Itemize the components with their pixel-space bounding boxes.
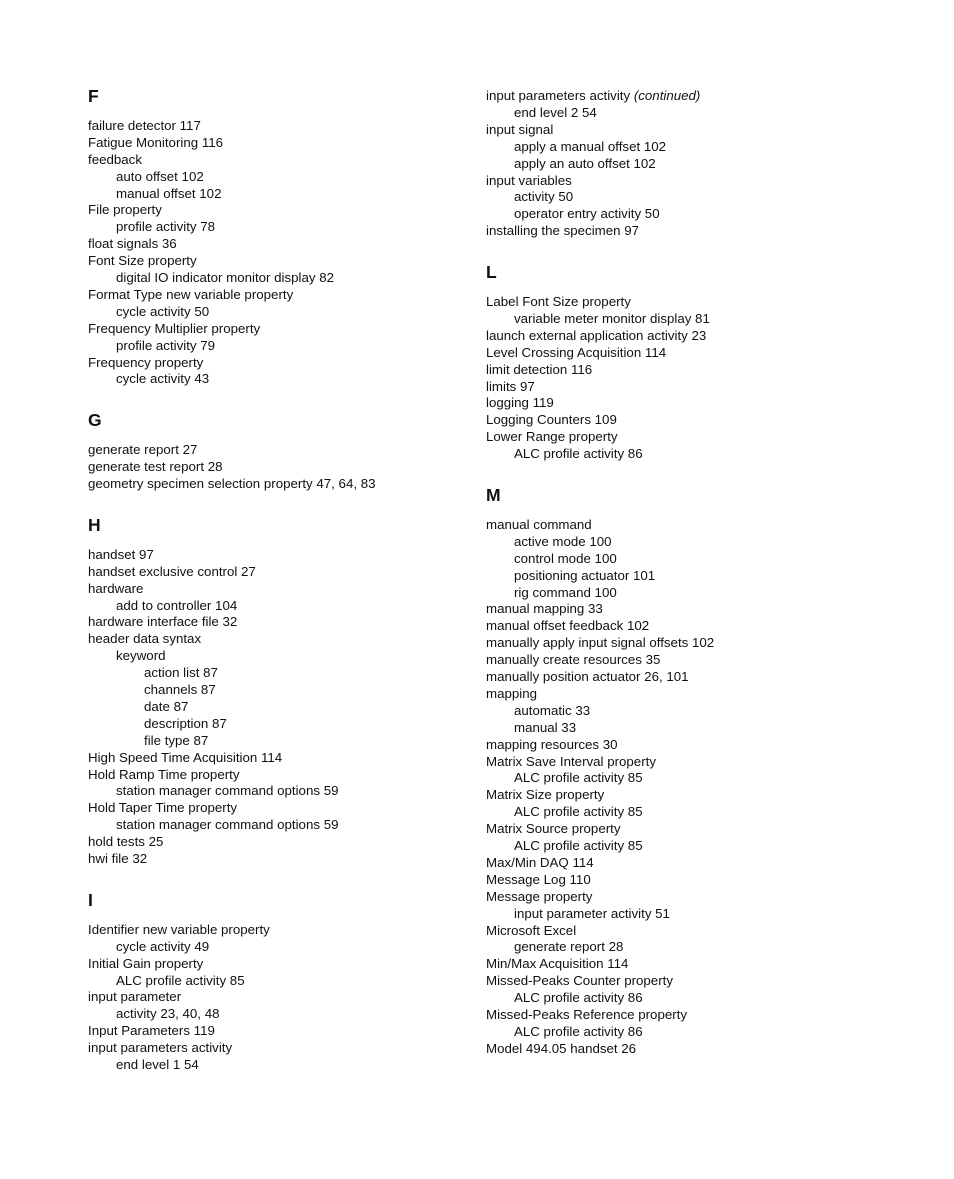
- index-entry-text: input parameter: [88, 989, 182, 1005]
- index-entry-text: Min/Max Acquisition 114: [486, 956, 629, 972]
- index-entry: [88, 287, 293, 303]
- index-entry-text: hardware interface file 32: [88, 614, 238, 630]
- index-entry-text: hwi file 32: [88, 851, 148, 866]
- index-entry-text: float signals 36: [88, 236, 177, 252]
- index-entry-text: Input Parameters 119: [88, 1023, 215, 1039]
- index-entry-text: limit detection 116: [486, 361, 593, 377]
- index-entry: [486, 737, 618, 753]
- index-entry-text: Initial Gain property: [88, 955, 204, 971]
- index-entry-text: channels 87: [144, 682, 216, 697]
- index-entry: [486, 973, 673, 989]
- index-entry-text: header data syntax: [88, 631, 202, 647]
- index-entry-text: launch external application activity 23: [486, 327, 707, 343]
- index-entry-text: profile activity 79: [116, 337, 216, 353]
- index-entry: [486, 821, 621, 837]
- index-entry-text: positioning actuator 101: [514, 567, 656, 583]
- index-entry-text: Max/Min DAQ 114: [486, 854, 594, 870]
- index-entry-text: generate report 27: [88, 442, 198, 458]
- index-entry-text: active mode 100: [514, 533, 612, 549]
- index-entry: [88, 956, 203, 972]
- index-entry-text: Matrix Save Interval property: [486, 753, 656, 769]
- index-entry-text: cycle activity 43: [116, 371, 210, 387]
- index-entry: [486, 122, 553, 138]
- index-entry-text: Frequency Multiplier property: [88, 320, 261, 336]
- index-entry: [486, 669, 689, 685]
- index-entry-text: input parameter activity 51: [514, 905, 670, 921]
- index-subentry: [514, 568, 655, 584]
- index-subentry: [514, 446, 643, 462]
- index-entry-text: file type 87: [144, 732, 209, 748]
- index-entry: [486, 173, 572, 189]
- index-section-heading: M: [486, 485, 501, 505]
- index-entry: [88, 1023, 215, 1039]
- index-entry: [486, 412, 617, 428]
- index-entry-text: Hold Taper Time property: [88, 800, 238, 816]
- index-entry-text: ALC profile activity 86: [514, 990, 643, 1006]
- index-entry-text: date 87: [144, 698, 189, 714]
- index-entry: [88, 355, 203, 371]
- index-entry: [486, 956, 628, 972]
- index-entry-text: description 87: [144, 715, 227, 731]
- index-subentry: [514, 804, 643, 820]
- index-entry-text: apply an auto offset 102: [514, 155, 656, 171]
- index-entry-text: input variables: [486, 172, 572, 188]
- index-entry-text: geometry specimen selection property 47, 64, 83: [88, 476, 376, 491]
- index-entry-text: Label Font Size property: [486, 294, 631, 309]
- index-entry: [486, 652, 660, 668]
- index-section-heading: I: [88, 889, 93, 910]
- index-entry: [88, 253, 197, 269]
- index-entry: [88, 922, 270, 938]
- index-entry-text: manually position actuator 26, 101: [486, 669, 689, 684]
- index-entry-text: Logging Counters 109: [486, 412, 617, 428]
- index-entry-text: digital IO indicator monitor display 82: [116, 270, 335, 285]
- index-entry: [88, 459, 223, 475]
- index-entry-text: limits 97: [486, 378, 535, 394]
- index-entry-text: Matrix Source property: [486, 821, 621, 837]
- index-entry-text: Identifier new variable property: [88, 921, 270, 937]
- index-subentry: [116, 304, 209, 320]
- index-subentry: [514, 206, 660, 222]
- index-entry: [88, 750, 282, 766]
- index-subentry: [514, 105, 597, 121]
- index-subentry: [514, 939, 623, 955]
- index-entry-text: activity 23, 40, 48: [116, 1006, 220, 1022]
- index-entry-text: hardware: [88, 580, 144, 596]
- index-entry-text: apply a manual offset 102: [514, 138, 667, 154]
- index-entry-text: mapping resources 30: [486, 736, 618, 752]
- index-entry: [88, 989, 181, 1005]
- index-section-heading: L: [486, 262, 497, 283]
- index-entry-text: manual command: [486, 516, 592, 532]
- index-entry-text: add to controller 104: [116, 597, 238, 613]
- index-entry-text: hold tests 25: [88, 834, 164, 850]
- index-entry: [486, 1041, 636, 1057]
- index-entry: [486, 223, 639, 239]
- index-subentry: [116, 1006, 219, 1022]
- index-entry: [88, 614, 237, 630]
- index-entry-text: Model 494.05 handset 26: [486, 1040, 637, 1056]
- index-entry-text: keyword: [116, 648, 166, 664]
- index-entry-text: control mode 100: [514, 550, 617, 566]
- index-entry: [486, 345, 666, 361]
- index-subsubentry: [144, 716, 227, 732]
- index-entry: [88, 442, 197, 458]
- index-entry-text: station manager command options 59: [116, 783, 339, 799]
- index-entry: [88, 631, 201, 647]
- index-entry-text: installing the specimen 97: [486, 223, 640, 239]
- index-entry: [88, 135, 223, 151]
- index-entry: [88, 321, 260, 337]
- index-entry-text: manual 33: [514, 719, 577, 735]
- index-section-heading: G: [88, 410, 102, 431]
- index-subentry: [514, 156, 656, 172]
- index-entry-text: failure detector 117: [88, 117, 201, 133]
- index-subentry: [116, 973, 245, 989]
- index-entry-text: generate test report 28: [88, 459, 223, 475]
- index-entry: [88, 767, 240, 783]
- index-entry-text: logging 119: [486, 395, 554, 411]
- index-entry: [486, 517, 592, 533]
- index-subsubentry: [144, 665, 218, 681]
- index-entry-text: Message property: [486, 888, 593, 904]
- index-subentry: [116, 939, 209, 955]
- continued-note: (continued): [633, 88, 701, 103]
- index-entry: [486, 855, 594, 871]
- index-entry-text: input parameters activity: [486, 88, 631, 103]
- index-entry-text: feedback: [88, 151, 142, 167]
- index-subentry: [116, 270, 334, 286]
- index-subentry: [116, 598, 237, 614]
- index-subentry: [514, 906, 670, 922]
- index-entry: [486, 889, 592, 905]
- index-entry: [486, 787, 604, 803]
- index-subentry: [116, 338, 215, 354]
- index-entry-text: cycle activity 50: [116, 303, 210, 319]
- index-entry: [88, 1040, 232, 1056]
- index-entry-text: station manager command options 59: [116, 817, 339, 833]
- index-entry: [486, 88, 700, 104]
- index-entry-text: variable meter monitor display 81: [514, 310, 710, 326]
- index-entry-text: ALC profile activity 86: [514, 446, 643, 462]
- index-subentry: [116, 817, 338, 833]
- index-subentry: [116, 219, 215, 235]
- index-subentry: [514, 1024, 643, 1040]
- index-entry-text: mapping: [486, 685, 538, 701]
- index-entry-text: manual offset 102: [116, 185, 222, 201]
- index-entry-text: ALC profile activity 86: [514, 1023, 643, 1039]
- index-entry: [88, 236, 177, 252]
- index-entry-text: input signal: [486, 121, 554, 137]
- index-subentry: [514, 838, 643, 854]
- index-entry-text: rig command 100: [514, 584, 617, 600]
- index-entry-text: auto offset 102: [116, 168, 204, 184]
- index-entry-text: File property: [88, 202, 162, 218]
- index-entry-text: Microsoft Excel: [486, 922, 577, 938]
- index-entry-text: manually create resources 35: [486, 652, 661, 668]
- index-entry-text: Font Size property: [88, 253, 197, 269]
- index-subentry: [514, 189, 573, 205]
- index-entry-text: ALC profile activity 85: [116, 972, 245, 988]
- index-entry: [486, 362, 592, 378]
- index-subentry: [514, 551, 617, 567]
- index-entry: [88, 564, 256, 580]
- index-subentry: [514, 311, 710, 327]
- index-entry-text: Lower Range property: [486, 429, 618, 445]
- index-entry: [486, 923, 576, 939]
- index-entry: [88, 581, 143, 597]
- index-entry: [486, 754, 656, 770]
- index-entry-text: action list 87: [144, 665, 218, 681]
- index-subentry: [116, 371, 209, 387]
- index-subentry: [116, 169, 204, 185]
- index-entry-text: Frequency property: [88, 354, 204, 370]
- index-entry-text: ALC profile activity 85: [514, 770, 643, 786]
- index-entry: [88, 202, 162, 218]
- index-entry: [486, 294, 631, 310]
- index-entry-text: Level Crossing Acquisition 114: [486, 344, 667, 360]
- index-entry-text: handset 97: [88, 546, 154, 562]
- index-entry-text: end level 1 54: [116, 1057, 199, 1072]
- index-entry-text: input parameters activity: [88, 1040, 233, 1056]
- index-entry: [486, 328, 706, 344]
- index-subentry: [116, 1057, 199, 1073]
- index-entry-text: generate report 28: [514, 939, 624, 955]
- index-entry-text: profile activity 78: [116, 219, 216, 235]
- index-entry-text: end level 2 54: [514, 104, 597, 120]
- index-subsubentry: [144, 699, 188, 715]
- index-entry-text: activity 50: [514, 189, 574, 205]
- index-section-heading: H: [88, 514, 101, 535]
- index-subentry: [116, 648, 166, 664]
- index-subentry: [514, 770, 643, 786]
- index-subentry: [514, 585, 617, 601]
- index-subentry: [514, 534, 612, 550]
- index-entry-text: High Speed Time Acquisition 114: [88, 749, 283, 765]
- index-entry-text: handset exclusive control 27: [88, 563, 256, 579]
- index-entry: [88, 800, 237, 816]
- index-entry: [88, 118, 201, 134]
- index-entry: [486, 686, 537, 702]
- index-entry-text: manually apply input signal offsets 102: [486, 635, 715, 651]
- index-entry-text: Message Log 110: [486, 871, 591, 887]
- index-entry-text: Hold Ramp Time property: [88, 766, 240, 782]
- index-entry-text: manual mapping 33: [486, 601, 603, 617]
- index-entry-text: Missed-Peaks Counter property: [486, 973, 673, 989]
- index-entry: [486, 429, 618, 445]
- index-entry: [88, 834, 163, 850]
- index-entry: [486, 618, 649, 634]
- index-entry-text: cycle activity 49: [116, 938, 210, 954]
- index-entry-text: Matrix Size property: [486, 787, 605, 803]
- index-entry-text: manual offset feedback 102: [486, 618, 650, 634]
- index-entry: [486, 395, 554, 411]
- index-entry-text: Missed-Peaks Reference property: [486, 1007, 688, 1022]
- index-section-heading: F: [88, 86, 99, 106]
- index-entry: [486, 635, 714, 651]
- index-entry: [88, 152, 142, 168]
- index-entry: [88, 851, 147, 867]
- index-entry-text: operator entry activity 50: [514, 206, 660, 222]
- index-subsubentry: [144, 733, 208, 749]
- index-entry: [486, 1007, 687, 1023]
- index-entry-text: automatic 33: [514, 702, 591, 718]
- index-entry: [88, 547, 154, 563]
- index-entry-text: Format Type new variable property: [88, 286, 294, 302]
- index-entry: [486, 872, 591, 888]
- index-entry: [88, 476, 376, 492]
- index-entry-text: Fatigue Monitoring 116: [88, 134, 224, 150]
- index-entry: [486, 601, 603, 617]
- index-subentry: [116, 783, 338, 799]
- index-subsubentry: [144, 682, 216, 698]
- index-entry-text: ALC profile activity 85: [514, 838, 643, 853]
- index-subentry: [514, 139, 666, 155]
- index-entry: [486, 379, 535, 395]
- index-subentry: [514, 720, 576, 736]
- index-subentry: [514, 703, 590, 719]
- index-subentry: [116, 186, 221, 202]
- index-entry-text: ALC profile activity 85: [514, 804, 643, 820]
- index-subentry: [514, 990, 643, 1006]
